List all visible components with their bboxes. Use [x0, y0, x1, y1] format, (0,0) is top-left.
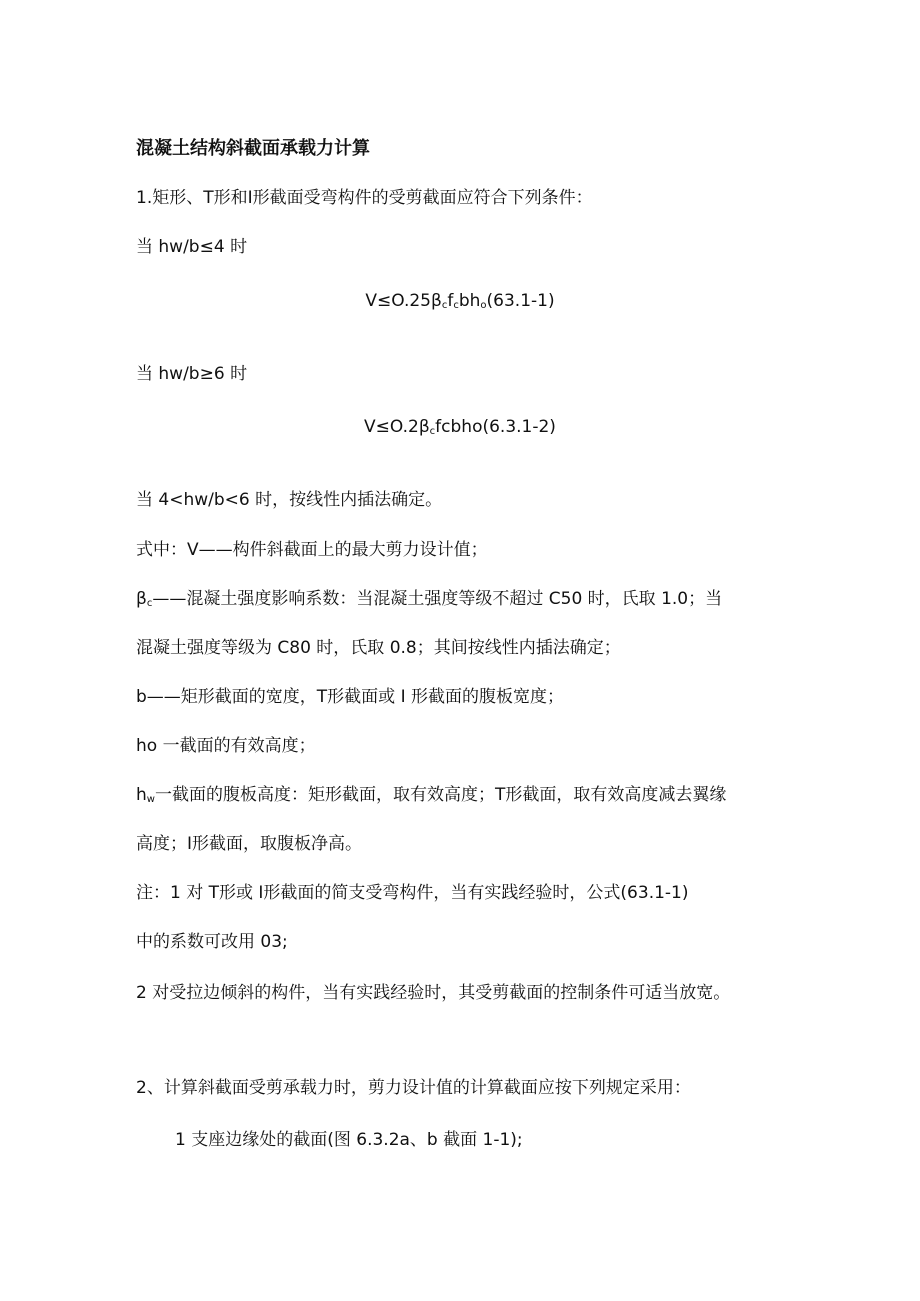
formula-6-3-1-2: $V\le O.2\beta_cfcbho(6.3.1-2)$	[364, 417, 556, 437]
condition-1: 当 hw/b≤4 时	[136, 237, 248, 257]
formula-6-3-1-1: $V\le O.25\beta_cf_cbh_o(63.1-1)$	[365, 291, 555, 311]
note-1-line1: 注：1 对 T形或 I形截面的简支受弯构件，当有实践经验时，公式(63.1-1)	[136, 883, 689, 903]
definition-ho: ho 一截面的有效高度；	[136, 736, 316, 756]
definition-b: b——矩形截面的宽度，T形截面或 I 形截面的腹板宽度；	[136, 687, 564, 707]
item2-intro: 2、计算斜截面受剪承载力时，剪力设计值的计算截面应按下列规定采用：	[136, 1078, 691, 1098]
definition-hw-line1: $h_w$一截面的腹板高度：矩形截面，取有效高度；T形截面，取有效高度减去翼缘	[136, 785, 727, 805]
definition-v: 式中：V——构件斜截面上的最大剪力设计值；	[136, 540, 488, 560]
definition-beta-line1: $\beta_c——$混凝土强度影响系数：当混凝土强度等级不超过 C50 时，氏取 1.0；当	[136, 589, 723, 609]
item2-subitem-1: 1 支座边缘处的截面(图 6.3.2a、b 截面 1-1);	[175, 1130, 523, 1150]
definition-beta-line2: 混凝土强度等级为 C80 时，氏取 0.8；其间按线性内插法确定；	[136, 638, 621, 658]
condition-2: 当 hw/b≥6 时	[136, 364, 248, 384]
item1-intro: 1.矩形、T形和I形截面受弯构件的受剪截面应符合下列条件：	[136, 188, 593, 208]
definition-hw-line2: 高度；I形截面，取腹板净高。	[136, 834, 363, 854]
document-title: 混凝土结构斜截面承载力计算	[136, 138, 370, 159]
condition-3: 当 4<hw/b<6 时，按线性内插法确定。	[136, 490, 443, 510]
note-1-line2: 中的系数可改用 03;	[136, 932, 288, 952]
note-2: 2 对受拉边倾斜的构件，当有实践经验时，其受剪截面的控制条件可适当放宽。	[136, 983, 731, 1003]
